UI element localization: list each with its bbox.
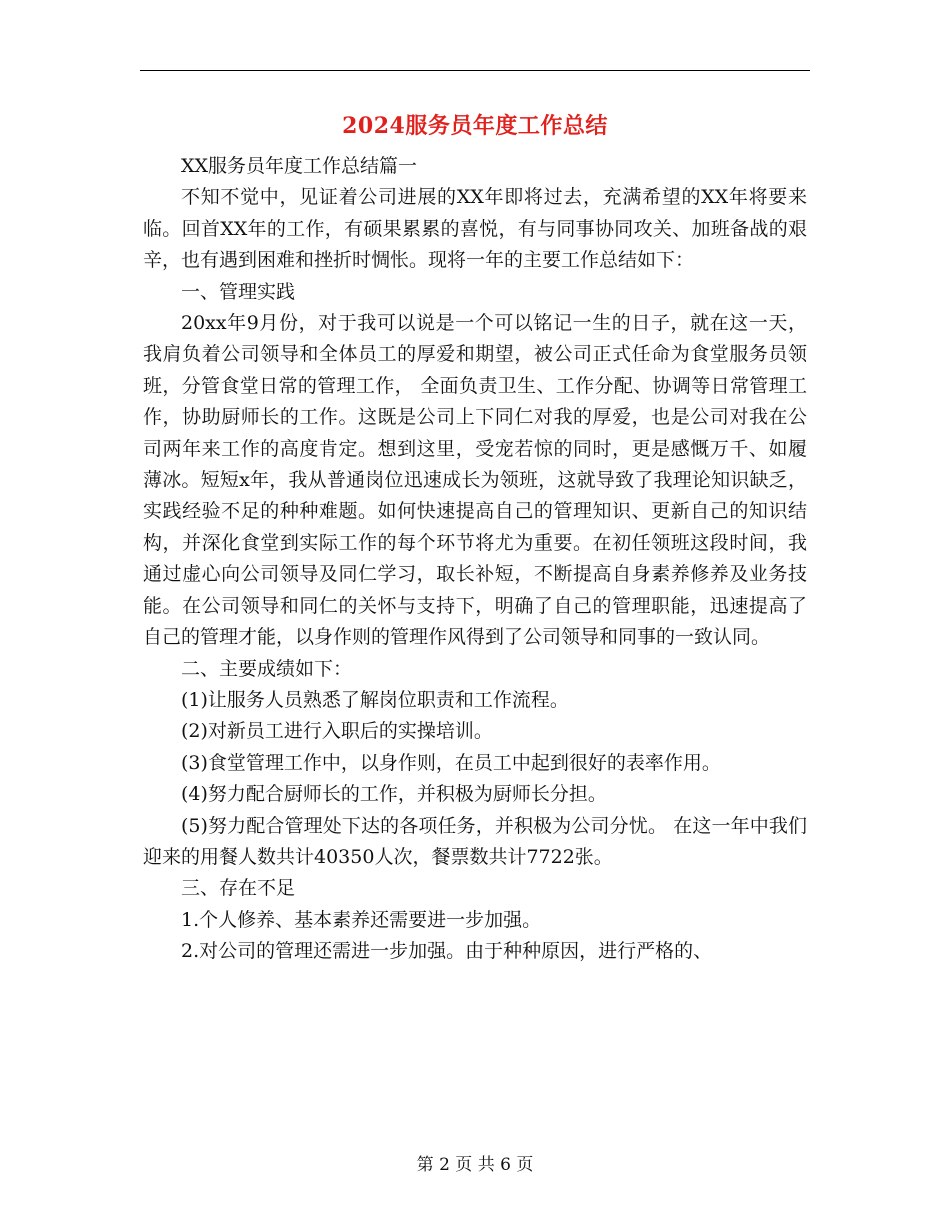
section-heading: 二、主要成绩如下： [181,657,353,680]
list-item: 1.个人修养、基本素养还需要进一步加强。 [181,908,542,931]
list-item: (1)让服务人员熟悉了解岗位职责和工作流程。 [181,688,569,711]
list-item: (3)食堂管理工作中，以身作则，在员工中起到很好的表率作用。 [181,751,721,774]
list-item: (2)对新员工进行入职后的实操培训。 [181,720,493,743]
header-rule [140,70,810,71]
paragraph: 不知不觉中，见证着公司进展的XX年即将过去，充满希望的XX年将要来临。回首XX年的工作，有硕果累累的喜悦，有与同事协同攻关、加班备战的艰辛，也有遇到困难和挫折时惆怅。现将一年的主要工作总结如下： [143,186,807,272]
document-body [143,151,807,968]
list-item: 2.对公司的管理还需进一步加强。由于种种原因，进行严格的、 [181,940,713,963]
total-page-count: 6 [500,1155,511,1175]
section-heading: 三、存在不足 [181,877,296,900]
list-item: (5)努力配合管理处下达的各项任务，并积极为公司分忧。 在这一年中我们迎来的用餐人数共计40350人次，餐票数共计7722张。 [143,814,807,868]
footer-middle: 页 共 [455,1155,495,1175]
list-item: (4)努力配合厨师长的工作，并积极为厨师长分担。 [181,783,607,806]
paragraph: 20xx年9月份，对于我可以说是一个可以铭记一生的日子，就在这一天，我肩负着公司领导和全体员工的厚爱和期望，被公司正式任命为食堂服务员领班，分管食堂日常的管理工作， 全面负责卫生、工作分配、协调等日常管理工作，协助厨师长的工作。这既是公司上下同仁对我的厚爱，也是公司对我在公司两年来工作的高度肯定。想到这里，受宠若惊的同时，更是感慨万千、如履薄冰。短短x年，我从普通岗位迅速成长为领班，这就导致了我理论知识缺乏，实践经验不足的种种难题。如何快速提高自己的管理知识、更新自己的知识结构，并深化食堂到实际工作的每个环节将尤为重要。在初任领班这段时间，我通过虚心向公司领导及同仁学习，取长补短，不断提高自身素养修养及业务技能。在公司领导和同仁的关怀与支持下，明确了自己的管理职能，迅速提高了自己的管理才能，以身作则的管理作风得到了公司领导和同事的一致认同。 [143,312,807,649]
footer-prefix: 第 [416,1155,434,1175]
section-heading: 一、管理实践 [181,280,296,303]
document-title: 2024服务员年度工作总结 [342,113,608,139]
section-heading: XX服务员年度工作总结篇一 [181,155,418,177]
page-footer [0,1153,950,1177]
footer-suffix: 页 [516,1155,534,1175]
current-page-number: 2 [439,1155,450,1175]
